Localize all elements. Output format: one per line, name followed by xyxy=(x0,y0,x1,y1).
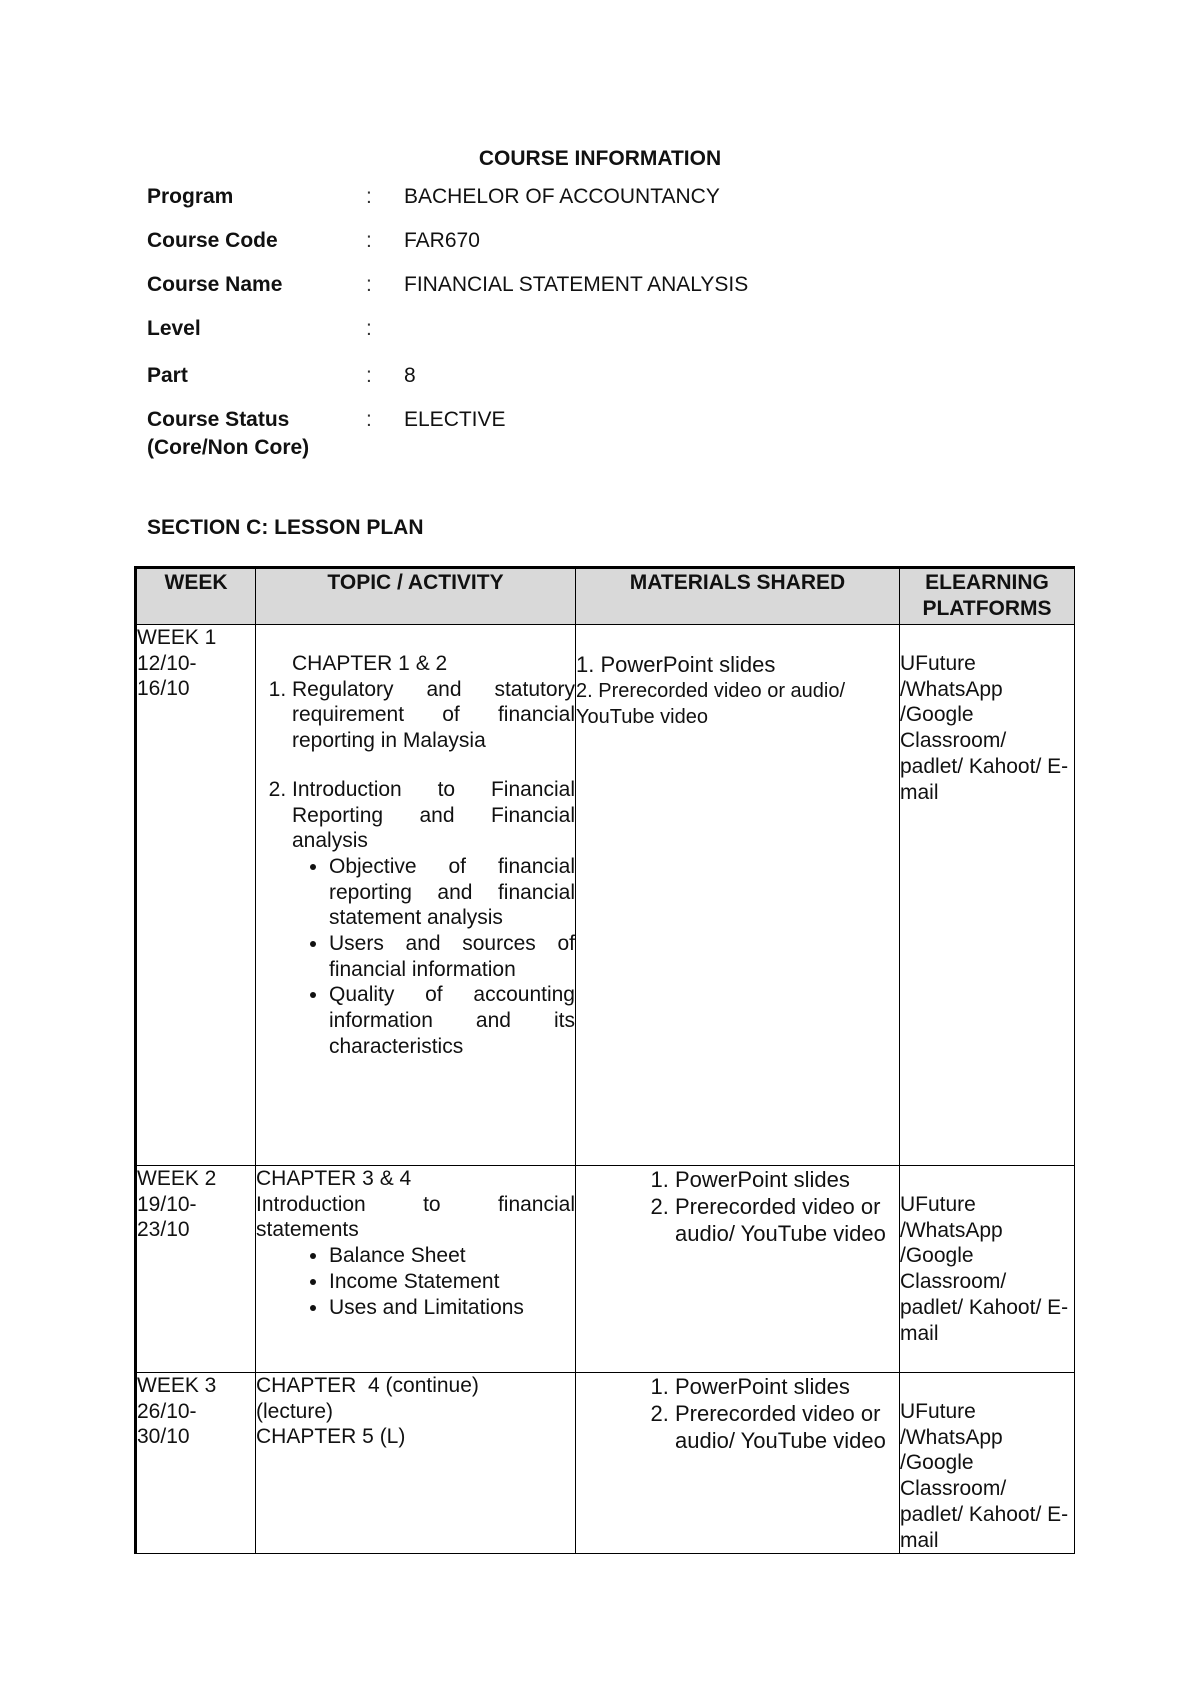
topic-line: (lecture) xyxy=(256,1399,334,1423)
info-label: Course Status xyxy=(147,408,290,431)
bullet-list xyxy=(256,1243,575,1320)
materials-cell xyxy=(576,1166,900,1373)
week-dates-end: 23/10 xyxy=(137,1218,190,1242)
lesson-plan-table xyxy=(134,566,1075,1554)
info-value: 8 xyxy=(404,364,416,387)
bullet-item: • Balance Sheet xyxy=(329,1243,575,1269)
week-dates-start: 19/10- xyxy=(137,1192,197,1216)
bullet-item: • Objective of financial reporting and financial statement analysis xyxy=(329,854,575,931)
info-value: FAR670 xyxy=(404,229,480,252)
material-item: 2. Prerecorded video or audio/ YouTube video xyxy=(675,1400,899,1454)
bullet-item: • Users and sources of financial information xyxy=(329,931,575,982)
platforms-cell xyxy=(900,1373,1075,1554)
info-colon: : xyxy=(366,229,372,252)
week-dates-start: 26/10- xyxy=(137,1399,197,1423)
platforms-cell xyxy=(900,625,1075,1166)
topic-line: CHAPTER 5 (L) xyxy=(256,1425,406,1449)
week-label: WEEK 1 xyxy=(137,626,217,649)
info-colon: : xyxy=(366,273,372,296)
info-label: Part xyxy=(147,364,188,387)
course-information-title: COURSE INFORMATION xyxy=(478,147,722,170)
info-label: Course Name xyxy=(147,273,283,296)
table-row xyxy=(136,1373,1075,1554)
header-week: WEEK xyxy=(136,568,256,625)
info-label: Level xyxy=(147,317,201,340)
info-label: Course Code xyxy=(147,229,278,252)
info-label: Program xyxy=(147,185,234,208)
topic-cell xyxy=(256,1166,576,1373)
topic-heading: CHAPTER 1 & 2 xyxy=(292,652,448,675)
week-dates-end: 30/10 xyxy=(137,1425,190,1449)
topic-list xyxy=(256,677,575,1060)
week-cell xyxy=(136,625,256,1166)
topic-line: CHAPTER 4 (continue) xyxy=(256,1374,479,1397)
platforms-text: UFuture /WhatsApp /Google Classroom/ padlet/ Kahoot/ E-mail xyxy=(900,652,1069,804)
materials-list xyxy=(576,1166,899,1247)
topic-cell xyxy=(256,1373,576,1554)
material-item: 1. PowerPoint slides xyxy=(675,1373,899,1400)
week-cell xyxy=(136,1166,256,1373)
platforms-text: UFuture /WhatsApp /Google Classroom/ padlet/ Kahoot/ E-mail xyxy=(900,1400,1069,1552)
platforms-cell xyxy=(900,1166,1075,1373)
week-label: WEEK 2 xyxy=(137,1167,217,1190)
week-cell xyxy=(136,1373,256,1554)
info-colon: : xyxy=(366,364,372,387)
topic-heading: CHAPTER 3 & 4 xyxy=(256,1167,412,1190)
bullet-item: • Quality of accounting information and its characteristics xyxy=(329,982,575,1059)
info-value: FINANCIAL STATEMENT ANALYSIS xyxy=(404,273,749,296)
week-dates-end: 16/10 xyxy=(137,677,190,701)
materials-cell xyxy=(576,1373,900,1554)
info-colon: : xyxy=(366,185,372,208)
topic-intro: Introduction to financial statements xyxy=(256,1192,575,1242)
material-item: 1. PowerPoint slides xyxy=(576,652,776,677)
material-item: 1. PowerPoint slides xyxy=(675,1166,899,1193)
table-row xyxy=(136,625,1075,1166)
topic-cell xyxy=(256,625,576,1166)
bullet-item: • Uses and Limitations xyxy=(329,1295,575,1321)
material-item: 2. Prerecorded video or audio/ YouTube video xyxy=(576,680,846,728)
info-colon: : xyxy=(366,317,372,340)
platforms-text: UFuture /WhatsApp /Google Classroom/ padlet/ Kahoot/ E-mail xyxy=(900,1193,1069,1345)
info-colon: : xyxy=(366,408,372,431)
topic-item-text: Introduction to Financial Reporting and Financial analysis xyxy=(292,777,575,853)
header-topic: TOPIC / ACTIVITY xyxy=(256,568,576,625)
list-item xyxy=(292,677,575,754)
info-value: BACHELOR OF ACCOUNTANCY xyxy=(404,185,720,208)
header-platforms: ELEARNING PLATFORMS xyxy=(900,568,1075,625)
table-header-row xyxy=(136,568,1075,625)
section-title: SECTION C: LESSON PLAN xyxy=(147,516,424,539)
info-value: ELECTIVE xyxy=(404,408,506,431)
bullet-item: • Income Statement xyxy=(329,1269,575,1295)
material-item: 2. Prerecorded video or audio/ YouTube video xyxy=(675,1193,899,1247)
topic-item-text: Regulatory and statutory requirement of financial reporting in Malaysia xyxy=(292,677,575,753)
header-materials: MATERIALS SHARED xyxy=(576,568,900,625)
materials-list xyxy=(576,1373,899,1454)
table-row xyxy=(136,1166,1075,1373)
materials-cell xyxy=(576,625,900,1166)
list-item xyxy=(292,777,575,1060)
bullet-list xyxy=(292,854,575,1060)
week-dates-start: 12/10- xyxy=(137,651,197,675)
info-label-sub: (Core/Non Core) xyxy=(147,436,310,459)
week-label: WEEK 3 xyxy=(137,1374,217,1397)
